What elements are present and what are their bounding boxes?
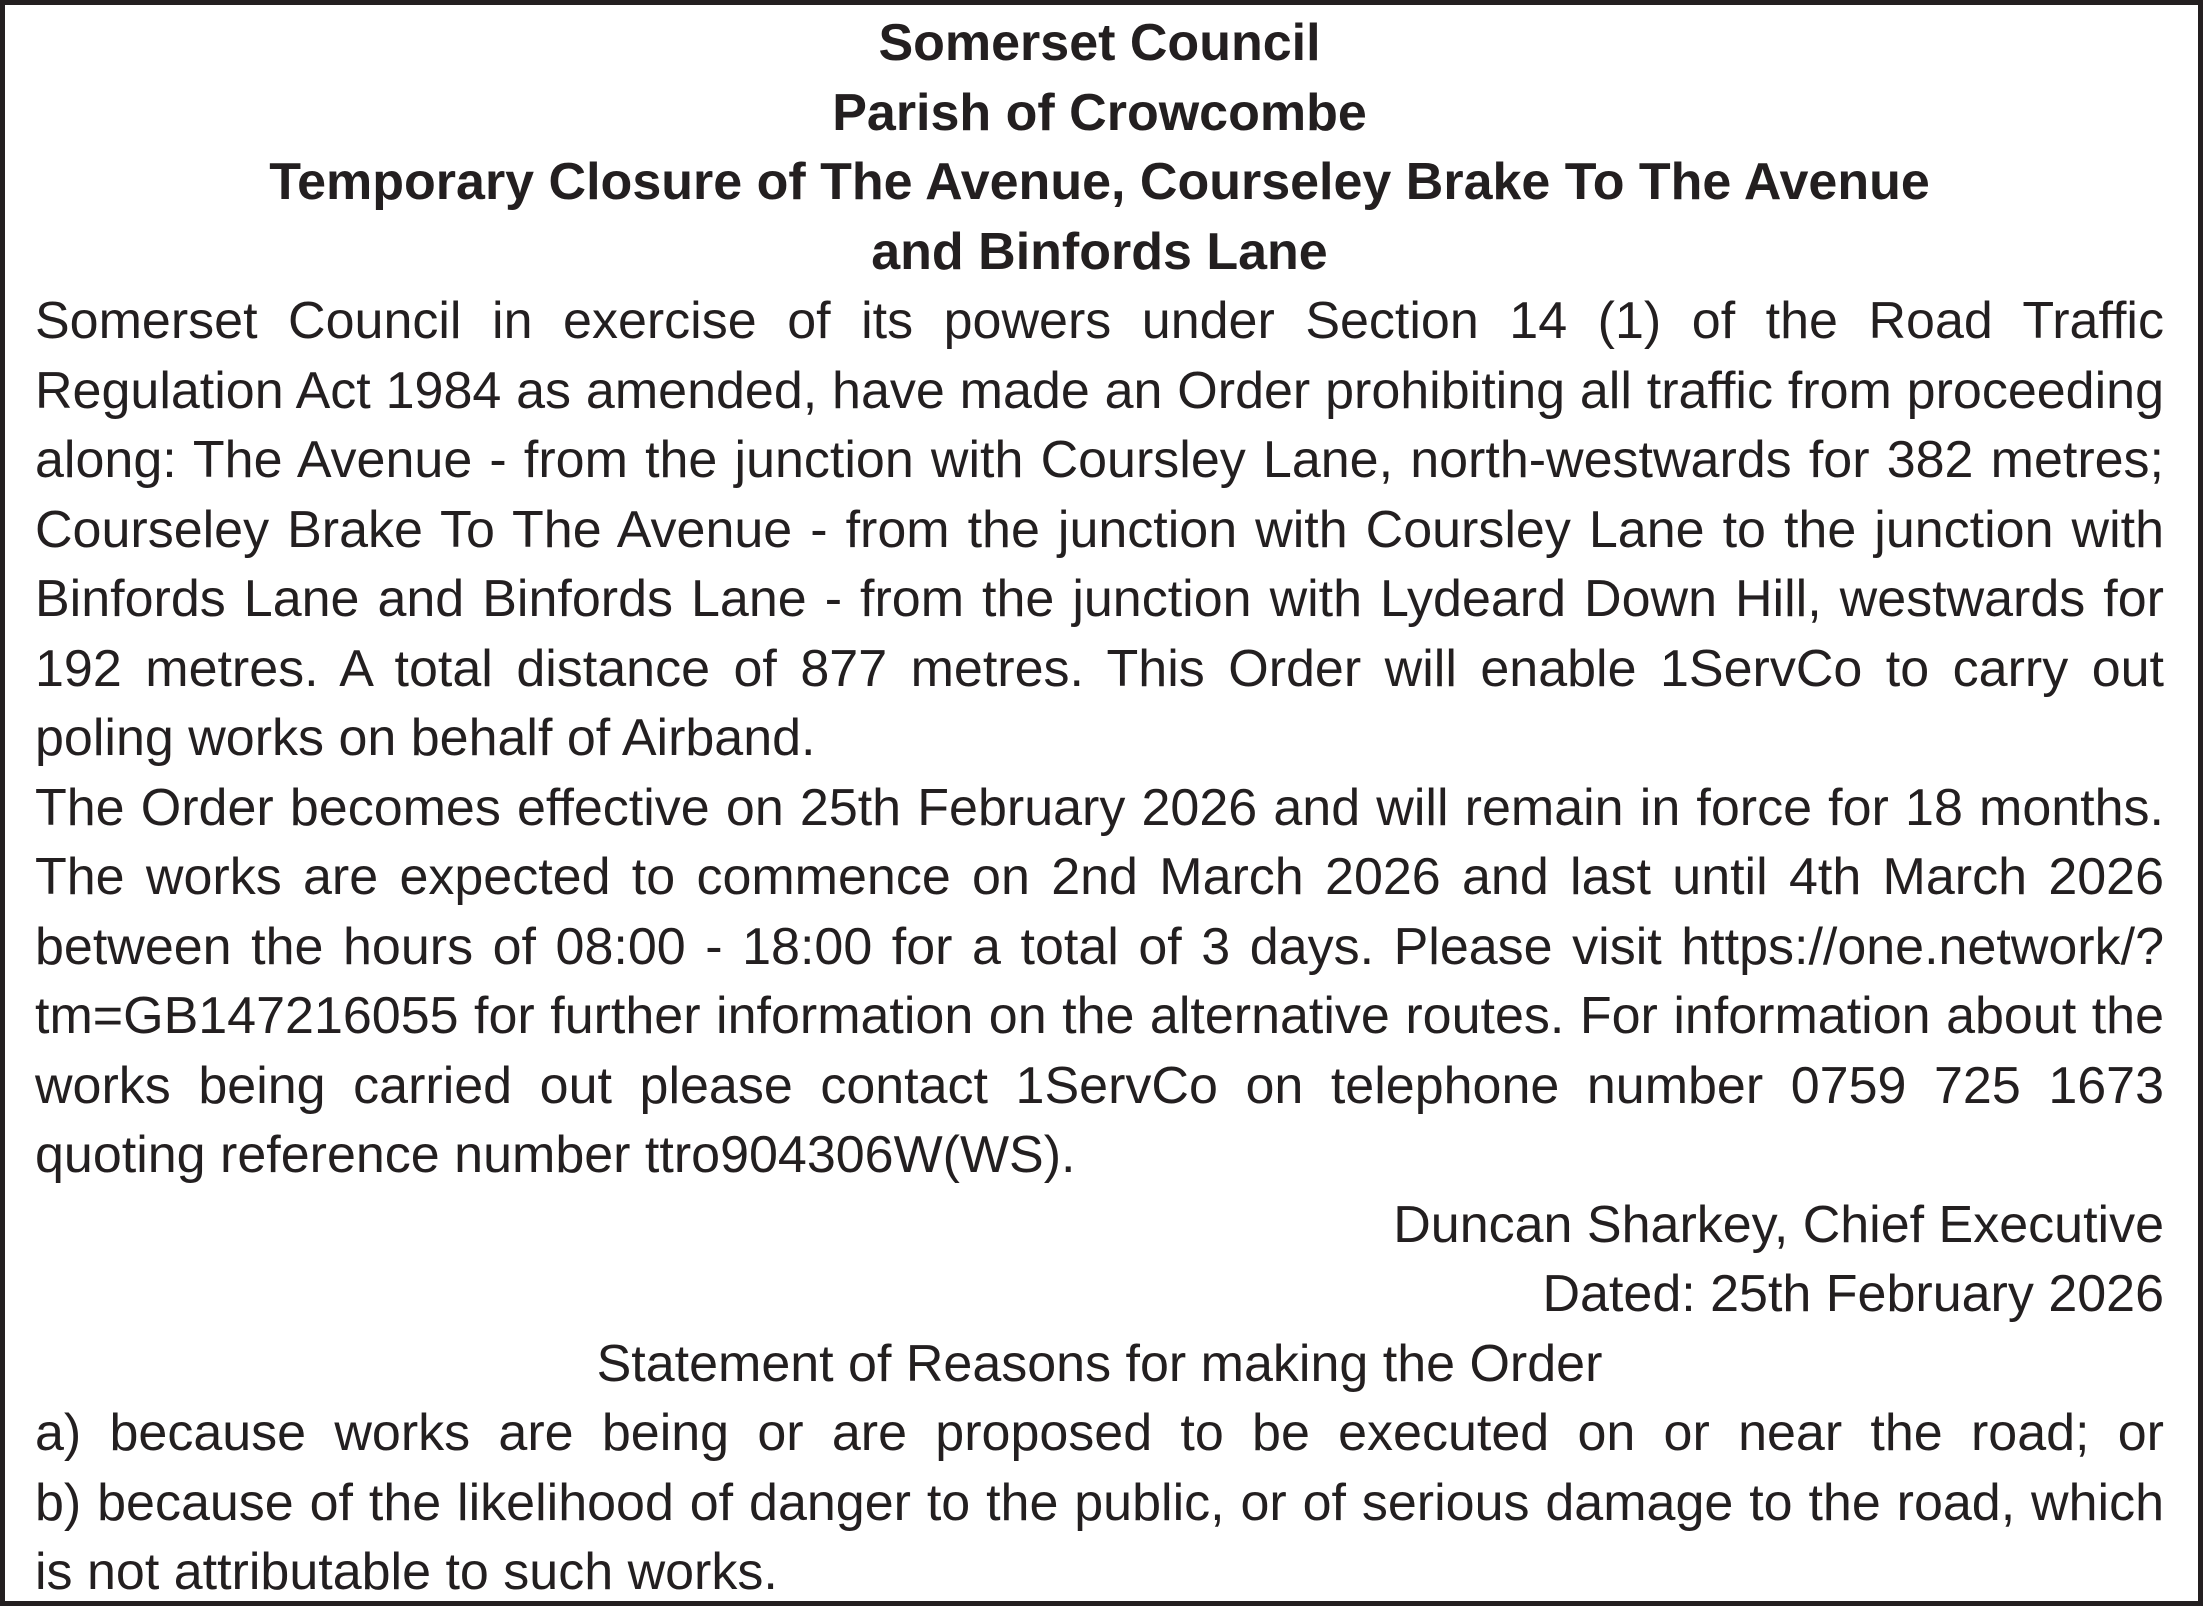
notice-title-line-1: Temporary Closure of The Avenue, Courseley Brake To The Avenue	[269, 153, 1930, 211]
notice-title-line-2: and Binfords Lane	[871, 222, 1328, 281]
order-description-paragraph: Somerset Council in exercise of its powers under Section 14 (1) of the Road Traffic Regulation Act 1984 as amended, have made an Order prohibiting all traffic from proceeding along: The Avenue - from the junction with Coursley Lane, north-westwards for 382 metres; Courseley Brake To The Avenue - from the junction with Coursley Lane to the junction with Binfords Lane and Binfords Lane - from the junction with Lydeard Down Hill, westwards for 192 metres. A total distance of 877 metres. This Order will enable 1ServCo to carry out poling works on behalf of Airband.	[35, 292, 2164, 767]
signatory: Duncan Sharkey, Chief Executive	[1393, 1195, 2164, 1254]
reason-b: b) because of the likelihood of danger to the public, or of serious damage to the road, which is not attributable to such works.	[35, 1473, 2164, 1601]
parish-name: Parish of Crowcombe	[832, 83, 1367, 142]
reasons-heading: Statement of Reasons for making the Order	[596, 1334, 1603, 1393]
reason-a: a) because works are being or are proposed to be executed on or near the road; or	[35, 1404, 2164, 1462]
date-line: Dated: 25th February 2026	[1542, 1265, 2164, 1323]
council-name: Somerset Council	[878, 14, 1321, 72]
order-details-paragraph: The Order becomes effective on 25th February 2026 and will remain in force for 18 months. The works are expected to commence on 2nd March 2026 and last until 4th March 2026 between the hours of 08:00 - 18:00 for a total of 3 days. Please visit https://one.network/?tm=GB147216055 for further information on the alternative routes. For information about the works being carried out please contact 1ServCo on telephone number 0759 725 1673 quoting reference number ttro904306W(WS).	[35, 778, 2164, 1184]
